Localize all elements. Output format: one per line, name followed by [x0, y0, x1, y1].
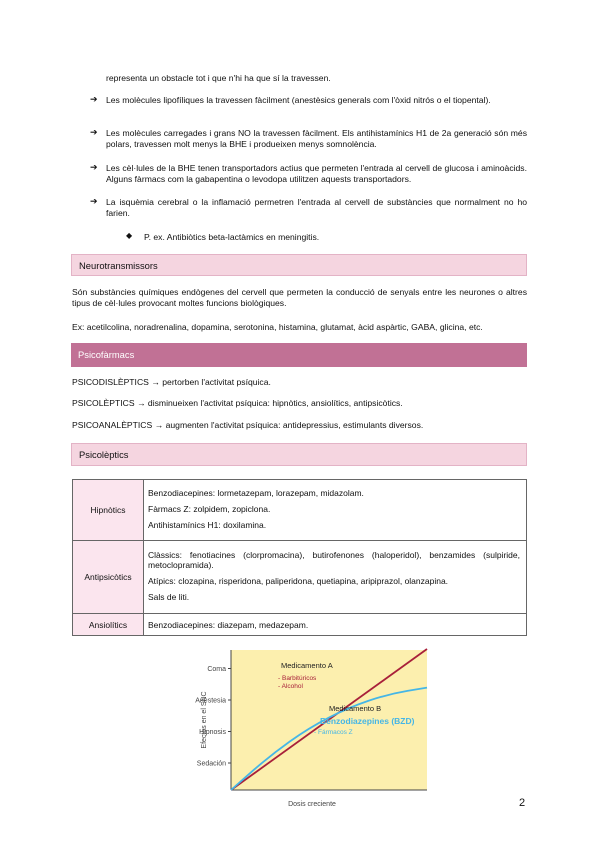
table-cell-item: Fàrmacs Z: zolpidem, zopiclona.: [148, 503, 271, 514]
legend-example-farmacs-z: - Fármacos Z: [314, 729, 353, 736]
section-title: Neurotransmissors: [79, 260, 158, 271]
bullet-ischemia: La isquèmia cerebral o la inflamació permetren l'entrada al cervell de substàncies que normalment no ho farien.: [106, 197, 527, 218]
neuro-examples: Ex: acetilcolina, noradrenalina, dopamina, serotonina, histamina, glutamat, àcid aspàrtic, GABA, glicina, etc.: [72, 322, 483, 332]
legend-example-alcohol: - Alcohol: [278, 683, 303, 690]
arrow-bullet-icon: ➔: [90, 196, 98, 206]
row-label: Hipnòtics: [73, 480, 144, 541]
psicoleptics-line: PSICOLÈPTICS → disminueixen l'activitat psíquica: hipnòtics, ansiolítics, antipsicòtics.: [72, 398, 403, 408]
legend-medicamento-b: Medicamento B: [329, 704, 382, 713]
table-cell-item: Antihistamínics H1: doxilamina.: [148, 519, 267, 530]
table-cell-item: Clàssics: fenotiacines (clorpromacina), butirofenones (haloperidol), benzamides (sulpiride, metoclopramida).: [148, 549, 520, 570]
neuro-definition: Són substàncies químiques endògenes del cervell que permeten la conducció de senyals entre les neurones o altres tipus de cèl·lules provocant moltes funcions biològiques.: [72, 287, 527, 308]
section-title: Psicolèptics: [79, 449, 129, 460]
page-number: 2: [519, 797, 526, 809]
row-content: [144, 480, 527, 541]
legend-example-barbiturics: - Barbitúricos: [278, 675, 317, 682]
section-neurotransmissors: [71, 254, 527, 276]
table-row: [73, 541, 527, 614]
row-label: Ansiolítics: [73, 614, 144, 636]
row-label: Antipsicòtics: [73, 541, 144, 614]
table-cell-item: Benzodiacepines: diazepam, medazepam.: [148, 619, 309, 630]
y-axis-label: Efectos en el SNC: [201, 691, 208, 749]
table-row: [73, 480, 527, 541]
table-cell-item: Sals de liti.: [148, 591, 190, 602]
arrow-bullet-icon: ➔: [90, 162, 98, 172]
sub-bullet-antibiotics: P. ex. Antibiòtics beta-lactàmics en meningitis.: [144, 232, 320, 242]
bullet-charged: Les molècules carregades i grans NO la travessen fàcilment. Els antihistamínics H1 de 2a generació són més polars, travessen molt menys la BHE i produeixen menys somnolència.: [106, 128, 527, 149]
bullet-transporters: Les cèl·lules de la BHE tenen transportadors actius que permeten l'entrada al cervell de glucosa i aminoàcids. Alguns fàrmacs com la gabapentina o levodopa utilitzen aquests transportadors.: [106, 163, 527, 184]
bullet-lipophilic: Les molècules lipofíliques la travessen fàcilment (anestèsics generals com l'òxid nitrós o el tiopental).: [106, 95, 491, 105]
arrow-bullet-icon: ➔: [90, 94, 98, 104]
table-cell-item: Atípics: clozapina, risperidona, paliperidona, quetiapina, aripiprazol, olanzapina.: [148, 575, 449, 586]
x-axis-label: Dosis creciente: [288, 801, 336, 808]
section-title: Psicofàrmacs: [78, 349, 135, 360]
psicodisleptics-line: PSICODISLÈPTICS → pertorben l'activitat psíquica.: [72, 377, 271, 387]
psicoanaleptics-line: PSICOANALÈPTICS → augmenten l'activitat psíquica: antidepressius, estimulants diversos.: [72, 420, 424, 430]
diamond-bullet-icon: ◆: [126, 231, 133, 240]
section-psicoleptics: [71, 443, 527, 466]
y-tick-label: Coma: [207, 666, 226, 673]
y-tick-label: Anestesia: [195, 697, 226, 705]
arrow-bullet-icon: ➔: [90, 127, 98, 137]
legend-benzodiazepines: Benzodiazepines (BZD): [320, 716, 415, 726]
section-psicofarmacs: [71, 343, 527, 367]
row-content: [144, 614, 527, 636]
legend-medicamento-a: Medicamento A: [281, 661, 333, 670]
y-tick-label: Sedación: [196, 760, 226, 768]
table-cell-item: Benzodiacepines: lormetazepam, lorazepam, midazolam.: [148, 487, 364, 498]
dose-effect-chart: [193, 643, 433, 811]
intro-line: representa un obstacle tot i que n'hi ha que sí la travessen.: [106, 73, 331, 83]
psicoleptics-table: [72, 479, 527, 636]
y-tick-label: Hipnosis: [199, 729, 226, 736]
row-content: [144, 541, 527, 614]
table-row: [73, 614, 527, 636]
